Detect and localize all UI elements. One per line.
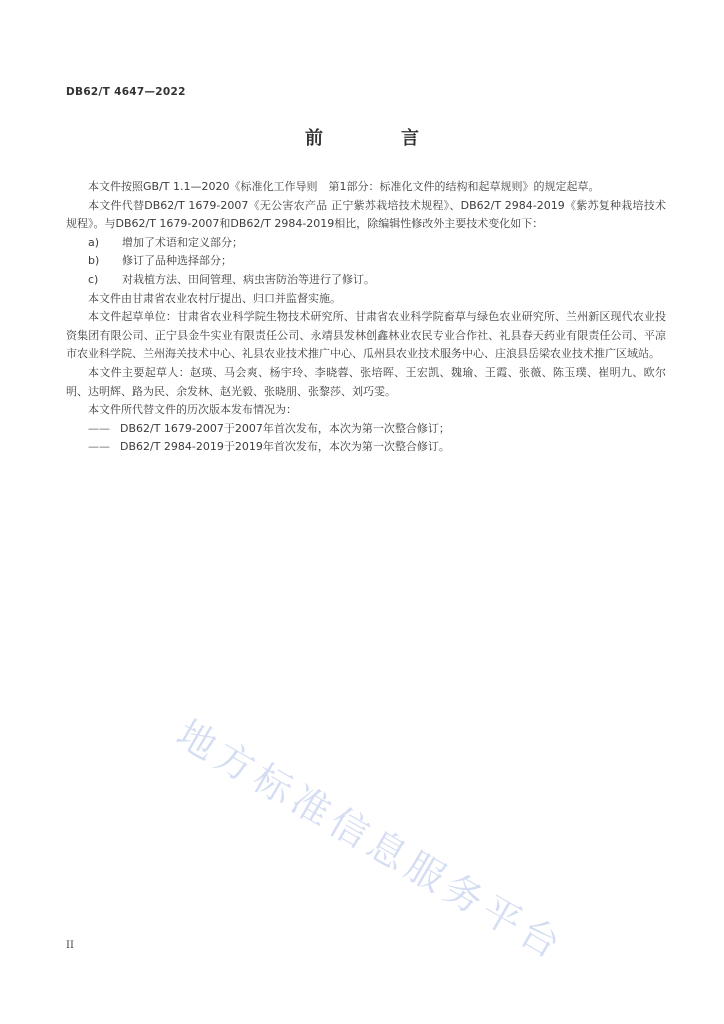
history-item-text: DB62/T 2984-2019于2019年首次发布，本次为第一次整合修订。 bbox=[120, 440, 450, 454]
history-item bbox=[66, 438, 666, 457]
paragraph-proposer: 本文件由甘肃省农业农村厅提出、归口并监督实施。 bbox=[88, 291, 341, 305]
history-item bbox=[66, 420, 666, 439]
dash-marker: —— bbox=[88, 421, 110, 435]
page-number: II bbox=[66, 940, 74, 951]
list-marker: a) bbox=[88, 235, 100, 249]
foreword-body bbox=[66, 178, 666, 457]
list-item bbox=[66, 271, 666, 290]
list-item bbox=[66, 234, 666, 253]
list-marker: b) bbox=[88, 254, 100, 268]
standard-code: DB62/T 4647—2022 bbox=[66, 86, 186, 98]
dash-marker: —— bbox=[88, 440, 110, 454]
list-marker: c) bbox=[88, 272, 99, 286]
paragraph-drafting-units: 本文件起草单位：甘肃省农业科学院生物技术研究所、甘肃省农业科学院畜草与绿色农业研究所、兰州新区现代农业投资集团有限公司、正宁县金牛实业有限责任公司、永靖县发林创鑫林业农民专业合作社、礼县春天药业有限责任公司、平凉市农业科学院、兰州海关技术中心、礼县农业技术推广中心、瓜州县农业技术服务中心、庄浪县岳梁农业技术推广区域站。 bbox=[66, 310, 666, 361]
list-item-text: 对栽植方法、田间管理、病虫害防治等进行了修订。 bbox=[122, 272, 375, 286]
paragraph-history-intro: 本文件所代替文件的历次版本发布情况为： bbox=[88, 403, 297, 417]
list-item-text: 增加了术语和定义部分； bbox=[122, 235, 243, 249]
paragraph-replacement: 本文件代替DB62/T 1679-2007《无公害农产品 正宁紫苏栽培技术规程》、DB62/T 2984-2019《紫苏复种栽培技术规程》。与DB62/T 1679-2007和DB62/T 2984-2019相比，除编辑性修改外主要技术变化如下： bbox=[66, 198, 666, 231]
paragraph-drafters: 本文件主要起草人：赵瑛、马会爽、杨宇玲、李晓蓉、张培晖、王宏凯、魏瑜、王霞、张薇、陈玉璞、崔明九、欧尔明、达明辉、路为民、余发林、赵光毅、张晓朋、张黎莎、刘巧雯。 bbox=[66, 365, 666, 398]
list-item bbox=[66, 252, 666, 271]
paragraph-drafting-rules: 本文件按照GB/T 1.1—2020《标准化工作导则 第1部分：标准化文件的结构和起草规则》的规定起草。 bbox=[88, 180, 600, 193]
section-title: 前 言 bbox=[305, 128, 449, 149]
watermark: 地方标准信息服务平台 bbox=[169, 711, 573, 970]
history-item-text: DB62/T 1679-2007于2007年首次发布，本次为第一次整合修订； bbox=[120, 421, 450, 435]
list-item-text: 修订了品种选择部分； bbox=[122, 254, 232, 268]
